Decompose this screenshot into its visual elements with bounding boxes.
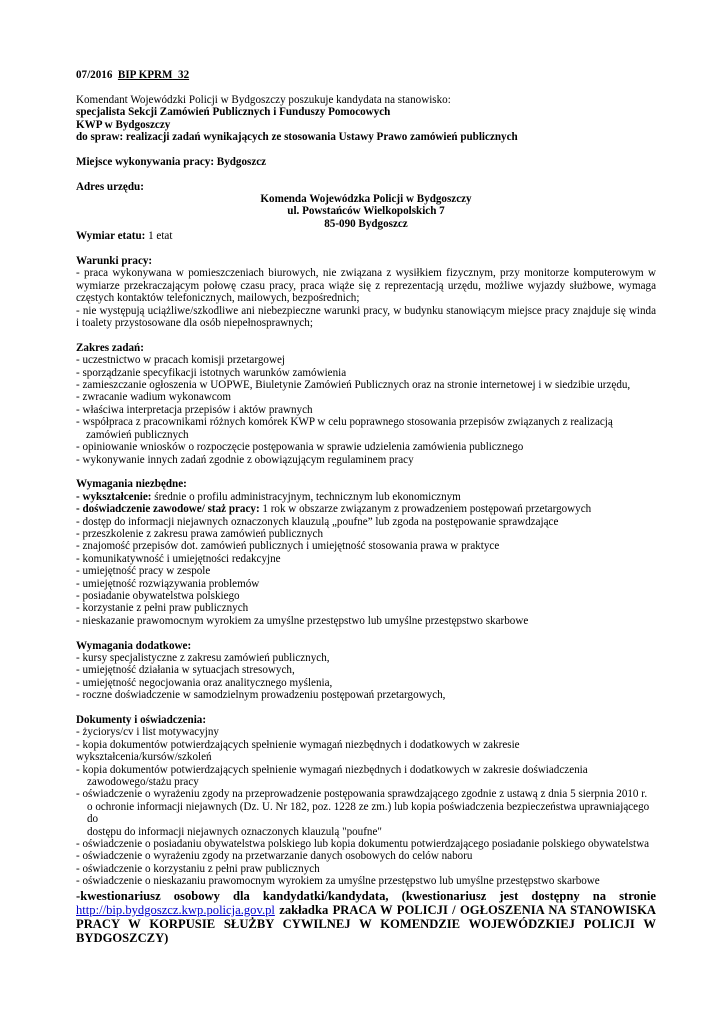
documents-item: - oświadczenie o wyrażeniu zgody na przeprowadzenie postępowania sprawdzającego zgodnie z ustawą z dnia 5 sierpnia 2010 r. bbox=[76, 788, 648, 801]
required-item: - przeszkolenie z zakresu prawa zamówień publicznych bbox=[76, 527, 324, 540]
conditions-item: - praca wykonywana w pomieszczeniach biurowych, nie związana z wysiłkiem fizycznym, przy monitorze komputerowym w wymiarze przekraczającym połowę czasu pracy, praca wiąże się z reprezentacją urzędu, możliwe wyjazdy służbowe, wymaga częstych kontaktów telefonicznych, mailowych, bezpośrednich; bbox=[76, 267, 656, 305]
duties-item: - wykonywanie innych zadań zgodnie z obowiązującym regulaminem pracy bbox=[76, 453, 414, 466]
bip-website-link[interactable]: http://bip.bydgoszcz.kwp.policja.gov.pl bbox=[76, 902, 275, 917]
documents-item: - kopia dokumentów potwierdzających spełnienie wymagań niezbędnych i dodatkowych w zakresie doświadczenia bbox=[76, 763, 588, 776]
documents-heading: Dokumenty i oświadczenia: bbox=[76, 714, 207, 726]
documents-item-continued: dostępu do informacji niejawnych oznaczonych klauzulą "poufne" bbox=[87, 825, 382, 838]
required-item: - umiejętność rozwiązywania problemów bbox=[76, 577, 260, 590]
duties-item: - sporządzanie specyfikacji istotnych warunków zamówienia bbox=[76, 366, 347, 379]
required-heading: Wymagania niezbędne: bbox=[76, 478, 187, 491]
duties-item: - opiniowanie wniosków o rozpoczęcie postępowania w sprawie udzielenia zamówienia publicznego bbox=[76, 441, 524, 454]
address-line-1: Komenda Wojewódzka Policji w Bydgoszczy bbox=[260, 193, 472, 206]
intro-line: Komendant Wojewódzki Policji w Bydgoszczy poszukuje kandydata na stanowisko: bbox=[76, 93, 451, 106]
address-line-3: 85-090 Bydgoszcz bbox=[324, 217, 408, 230]
documents-item-continued: zawodowego/stażu pracy bbox=[87, 776, 199, 789]
position-title: specjalista Sekcji Zamówień Publicznych i Funduszy Pomocowych bbox=[76, 106, 391, 119]
additional-item: - kursy specjalistyczne z zakresu zamówień publicznych, bbox=[76, 651, 330, 664]
additional-heading: Wymagania dodatkowe: bbox=[76, 639, 192, 652]
required-item: - korzystanie z pełni praw publicznych bbox=[76, 602, 249, 615]
duties-heading: Zakres zadań: bbox=[76, 341, 144, 354]
questionnaire-text-continued: zakładka PRACA W POLICJI / OGŁOSZENIA NA STANOWISKA PRACY W KORPUSIE SŁUŻBY CYWILNEJ W KOMENDZIE WOJEWÓDZKIEJ POLICJI W BYDGOSZCZY) bbox=[76, 902, 657, 946]
duties-item: - właściwa interpretacja przepisów i aktów prawnych bbox=[76, 403, 313, 416]
conditions-heading: Warunki pracy: bbox=[76, 255, 153, 268]
questionnaire-note bbox=[76, 889, 656, 946]
questionnaire-text: -kwestionariusz osobowy dla kandydatki/kandydata, (kwestionariusz jest dostępny na stronie bbox=[76, 888, 656, 903]
documents-item: - kopia dokumentów potwierdzających spełnienie wymagań niezbędnych i dodatkowych w zakresie wykształcenia/kursów/szkoleń bbox=[76, 738, 520, 764]
address-line-2: ul. Powstańców Wielkopolskich 7 bbox=[287, 205, 445, 218]
conditions-item: - nie występują uciążliwe/szkodliwe ani niebezpieczne warunki pracy, w budynku stanowiącym miejsce pracy znajduje się winda i toalety przystosowane dla osób niepełnosprawnych; bbox=[76, 304, 656, 330]
reference-number: 07/2016 bbox=[76, 69, 113, 81]
required-item: - dostęp do informacji niejawnych oznaczonych klauzulą „poufne” lub zgoda na postępowanie sprawdzające bbox=[76, 515, 559, 528]
job-announcement bbox=[76, 69, 656, 946]
additional-item: - roczne doświadczenie w samodzielnym prowadzeniu postępowań przetargowych, bbox=[76, 689, 446, 702]
duties-item: - zwracanie wadium wykonawcom bbox=[76, 391, 231, 404]
work-location: Miejsce wykonywania pracy: Bydgoszcz bbox=[76, 155, 267, 168]
documents-item: - oświadczenie o korzystaniu z pełni praw publicznych bbox=[76, 862, 320, 875]
duties-item-continued: zamówień publicznych bbox=[86, 428, 189, 441]
documents-item-continued: o ochronie informacji niejawnych (Dz. U. Nr 182, poz. 1228 ze zm.) lub kopia poświadczenia bezpieczeństwa uprawniającego do bbox=[87, 800, 650, 826]
required-item: - umiejętność pracy w zespole bbox=[76, 565, 211, 578]
address-label: Adres urzędu: bbox=[76, 180, 144, 193]
unit-name: KWP w Bydgoszczy bbox=[76, 118, 171, 131]
required-item: - posiadanie obywatelstwa polskiego bbox=[76, 589, 240, 602]
workload: Wymiar etatu: 1 etat bbox=[76, 230, 173, 243]
documents-item: - oświadczenie o posiadaniu obywatelstwa polskiego lub kopia dokumentu potwierdzającego posiadanie polskiego obywatelstwa bbox=[76, 838, 650, 851]
documents-item: - oświadczenie o nieskazaniu prawomocnym wyrokiem za umyślne przestępstwo lub umyślne przestępstwo skarbowe bbox=[76, 875, 600, 888]
required-education: - wykształcenie: średnie o profilu administracyjnym, technicznym lub ekonomicznym bbox=[76, 490, 461, 503]
additional-item: - umiejętność działania w sytuacjach stresowych, bbox=[76, 664, 295, 677]
bip-reference: BIP KPRM 32 bbox=[117, 69, 190, 81]
document-reference bbox=[76, 69, 656, 81]
documents-item: - życiorys/cv i list motywacyjny bbox=[76, 726, 219, 739]
duties-item: - współpraca z pracownikami różnych komórek KWP w celu poprawnego stosowania przepisów związanych z realizacją bbox=[76, 416, 613, 429]
additional-item: - umiejętność negocjowania oraz analitycznego myślenia, bbox=[76, 676, 333, 689]
documents-item: - oświadczenie o wyrażeniu zgody na przetwarzanie danych osobowych do celów naboru bbox=[76, 850, 473, 863]
required-item: - znajomość przepisów dot. zamówień publicznych i umiejętność stosowania prawa w praktyce bbox=[76, 540, 500, 553]
duties-item: - zamieszczanie ogłoszenia w UOPWE, Biuletynie Zamówień Publicznych oraz na stronie internetowej i w siedzibie urzędu, bbox=[76, 379, 631, 392]
required-experience: - doświadczenie zawodowe/ staż pracy: 1 rok w obszarze związanym z prowadzeniem postępowań przetargowych bbox=[76, 503, 592, 516]
required-item: - nieskazanie prawomocnym wyrokiem za umyślne przestępstwo lub umyślne przestępstwo skarbowe bbox=[76, 614, 529, 627]
required-item: - komunikatywność i umiejętności redakcyjne bbox=[76, 552, 281, 565]
duties-item: - uczestnictwo w pracach komisji przetargowej bbox=[76, 354, 285, 367]
position-tasks: do spraw: realizacji zadań wynikających ze stosowania Ustawy Prawo zamówień publicznych bbox=[76, 131, 518, 144]
